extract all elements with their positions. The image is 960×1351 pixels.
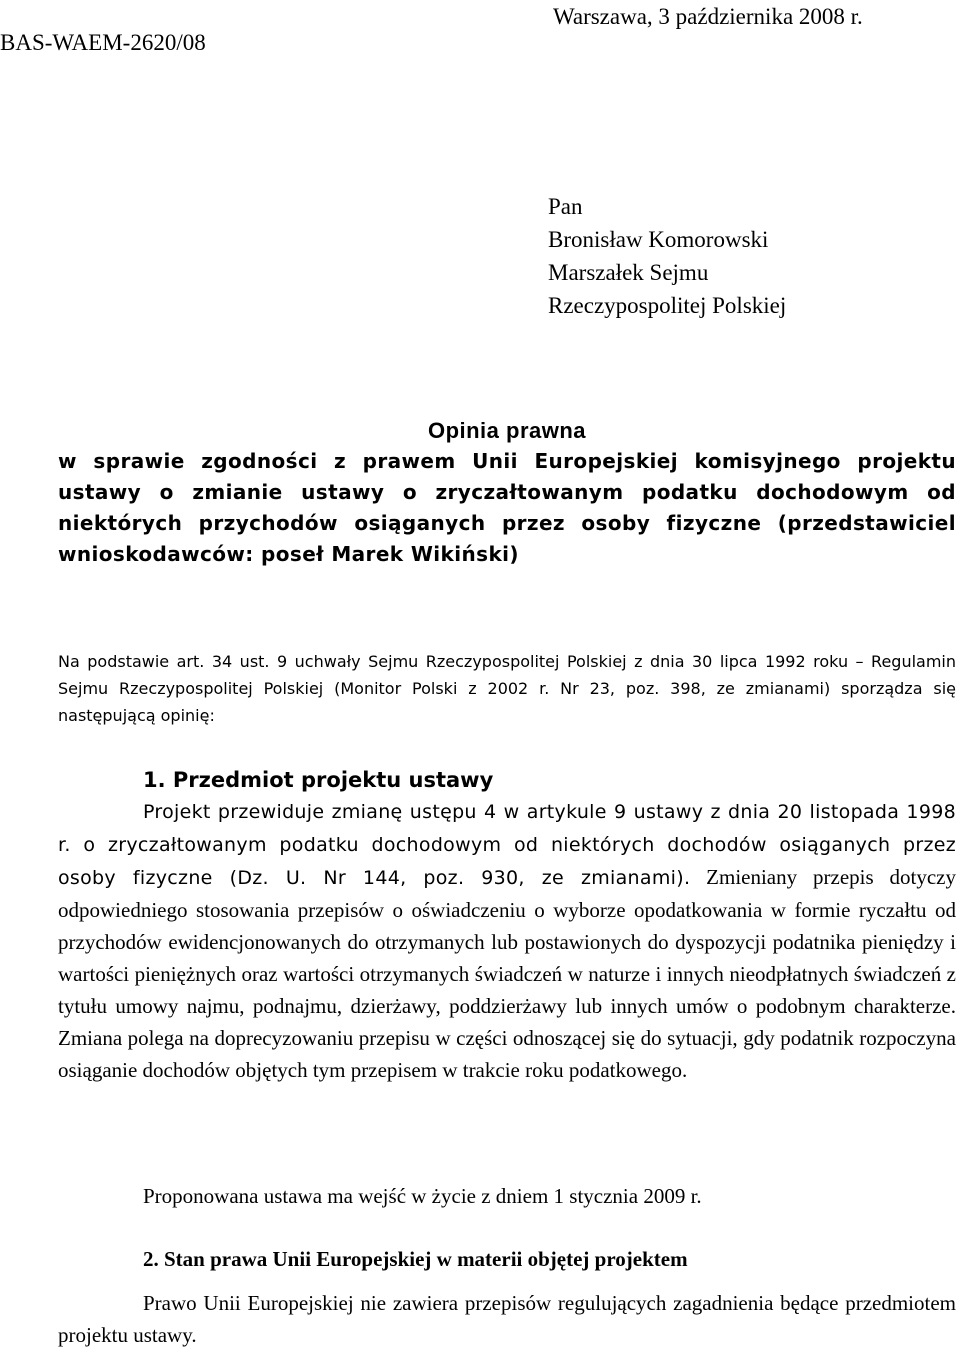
section-2-title-text: Stan prawa Unii Europejskiej w materii objętej projektem <box>164 1247 688 1271</box>
section-2-number: 2. <box>143 1247 159 1271</box>
addressee-line: Bronisław Komorowski <box>548 227 769 252</box>
section-1-title: 1. Przedmiot projektu ustawy <box>143 768 494 792</box>
section-1-body-lead: Projekt przewiduje zmianę ustępu 4 w artykule 9 ustawy z dnia 20 listopada 1998 r. o zryczałtowanym podatku dochodowym od niektórych dochodów osiąganych przez osoby fizyczne (Dz. U. Nr 144, poz. 930, ze zmianami). <box>58 801 956 889</box>
opinion-subject: w sprawie zgodności z prawem Unii Europejskiej komisyjnego projektu ustawy o zmianie ustawy o zryczałtowanym podatku dochodowym od niektórych przychodów osiąganych przez osoby fizyczne (przedstawiciel wnioskodawców: poseł Marek Wikiński) <box>58 449 956 566</box>
addressee-line: Marszałek Sejmu <box>548 260 709 285</box>
section-2-title <box>143 1243 688 1275</box>
opinion-heading <box>58 415 956 570</box>
addressee-line: Rzeczypospolitej Polskiej <box>548 293 787 318</box>
section-1-closing: Proponowana ustawa ma wejść w życie z dniem 1 stycznia 2009 r. <box>143 1184 702 1208</box>
addressee-block <box>548 190 786 322</box>
opinion-label: Opinia prawna <box>427 418 587 443</box>
place-and-date: Warszawa, 3 października 2008 r. <box>553 4 863 29</box>
section-2-body: Prawo Unii Europejskiej nie zawiera przepisów regulujących zagadnienia będące przedmiotem projektu ustawy. <box>58 1291 956 1347</box>
section-1-body-rest: Zmieniany przepis dotyczy odpowiedniego stosowania przepisów o oświadczeniu o wyborze opodatkowania w formie ryczałtu od przychodów ewidencjonowanych do otrzymanych lub postawionych do dyspozycji podatnika pieniędzy i wartości pieniężnych oraz wartości otrzymanych świadczeń w naturze i innych nieodpłatnych świadczeń z tytułu umowy najmu, podnajmu, dzierżawy, poddzierżawy lub innych umów o podobnym charakterze. Zmiana polega na doprecyzowaniu przepisu w części odnoszącej się do sytuacji, gdy podatnik rozpoczyna osiąganie dochodów objętych tym przepisem w trakcie roku podatkowego. <box>58 865 956 1082</box>
legal-basis-paragraph: Na podstawie art. 34 ust. 9 uchwały Sejmu Rzeczypospolitej Polskiej z dnia 30 lipca 1992 roku – Regulamin Sejmu Rzeczypospolitej Polskiej (Monitor Polski z 2002 r. Nr 23, poz. 398, ze zmianami) sporządza się następującą opinię: <box>58 652 956 725</box>
document-reference: BAS-WAEM-2620/08 <box>0 30 206 55</box>
addressee-line: Pan <box>548 194 583 219</box>
section-1-body <box>58 795 956 1086</box>
